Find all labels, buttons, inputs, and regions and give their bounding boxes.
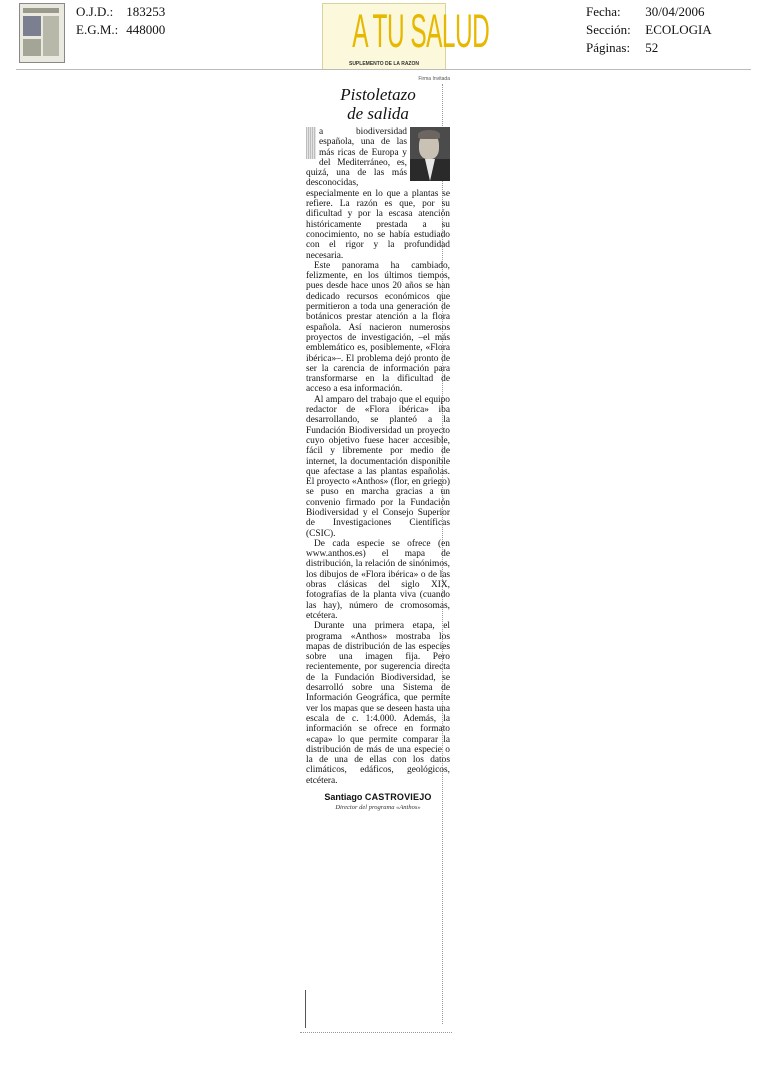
title-line-1: Pistoletazo [340, 85, 416, 104]
article-title [306, 85, 450, 123]
fecha-value: 30/04/2006 [645, 4, 705, 19]
seccion-label: Sección: [586, 22, 631, 37]
seccion-row [586, 21, 712, 39]
fecha-label: Fecha: [586, 4, 621, 19]
publication-info [586, 3, 712, 57]
author-name [306, 792, 450, 802]
circulation-info [76, 3, 165, 39]
ojd-label: O.J.D.: [76, 4, 114, 19]
paginas-row [586, 39, 712, 57]
egm-label: E.G.M.: [76, 22, 119, 37]
author-photo [410, 127, 450, 181]
egm-row [76, 21, 165, 39]
author-role: Director del programa «Anthos» [335, 804, 421, 812]
page-thumbnail [19, 3, 65, 63]
column-rule-left [305, 990, 307, 1028]
fecha-row [586, 3, 712, 21]
paginas-label: Páginas: [586, 40, 631, 55]
paragraph: a biodiversidad española, una de las más ricas de Europa y del Mediterráneo, es, quizá, una de las más desconocidas, especialmente en lo que a plantas se refiere. La razón es que, por su dificultad y por la escasa atención históricamente prestada a su conocimiento, no se había estudiado con el rigor y la profundidad necesaria. [306, 127, 450, 261]
logo-text: A TU SALUD [352, 4, 490, 57]
logo-subtitle: SUPLEMENTO DE LA RAZÓN [348, 61, 419, 67]
drop-cap [306, 127, 316, 159]
article-clipping [306, 76, 450, 814]
paragraph: Este panorama ha cambiado, felizmente, en los últimos tiempos, pues desde hace unos 20 años se han dedicado recursos económicos que permitieron a toda una generación de botánicos prestar atención a la flora española. Así nacieron numerosos proyectos de investigación, –el más emblemático es, posiblemente, «Flora ibérica»–. El problema dejó pronto de ser la carencia de información para transformarse en la dificultad de acceso a esa información. [306, 260, 450, 395]
author-first-name: Santiago [324, 792, 363, 802]
ojd-row [76, 3, 165, 21]
section-tag: Firma Invitada [418, 76, 450, 82]
publication-logo [322, 3, 490, 70]
egm-value: 448000 [126, 22, 166, 37]
title-line-2: de salida [347, 104, 409, 123]
paginas-value: 52 [645, 40, 659, 55]
paragraph: Durante una primera etapa, el programa «Anthos» mostraba los mapas de distribución de las especies sobre una imagen fija. Pero recientemente, por sugerencia directa de la Fundación Biodiversidad, se desarrolló sobre una Sistema de Información Geográfica, que permite ver los mapas que se deseen hasta una escala de c. 1:4.000. Además, la información se ofrece en formato «capa» lo que permite comparar la distribución de más de una especie o la de una de ellas con los datos climáticos, edáficos, geológicos, etcétera. [306, 621, 450, 786]
header-divider [16, 69, 751, 70]
article-body [306, 127, 450, 814]
seccion-value: ECOLOGIA [645, 22, 712, 37]
ojd-value: 183253 [126, 4, 166, 19]
paragraph: De cada especie se ofrece (en www.anthos.es) el mapa de distribución, la relación de sinónimos, los dibujos de «Flora ibérica» o de las obras clásicas del siglo XIX, fotografías de la planta viva (cuando las hay), número de cromosomas, etcétera. [306, 538, 450, 621]
author-last-name: CASTROVIEJO [364, 792, 432, 802]
article-bottom-rule [300, 1032, 452, 1034]
paragraph: Al amparo del trabajo que el equipo redactor de «Flora ibérica» iba desarrollando, se planteó a la Fundación Biodiversidad un proyecto cuyo objetivo fuese hacer accesible, fácil y libremente por medio de internet, la documentación disponible que afectase a las plantas españolas. El proyecto «Anthos» (flor, en griego) se puso en marcha gracias a un convenio firmado por la Fundación Biodiversidad y el Consejo Superior de Investigaciones Científicas (CSIC). [306, 394, 450, 539]
